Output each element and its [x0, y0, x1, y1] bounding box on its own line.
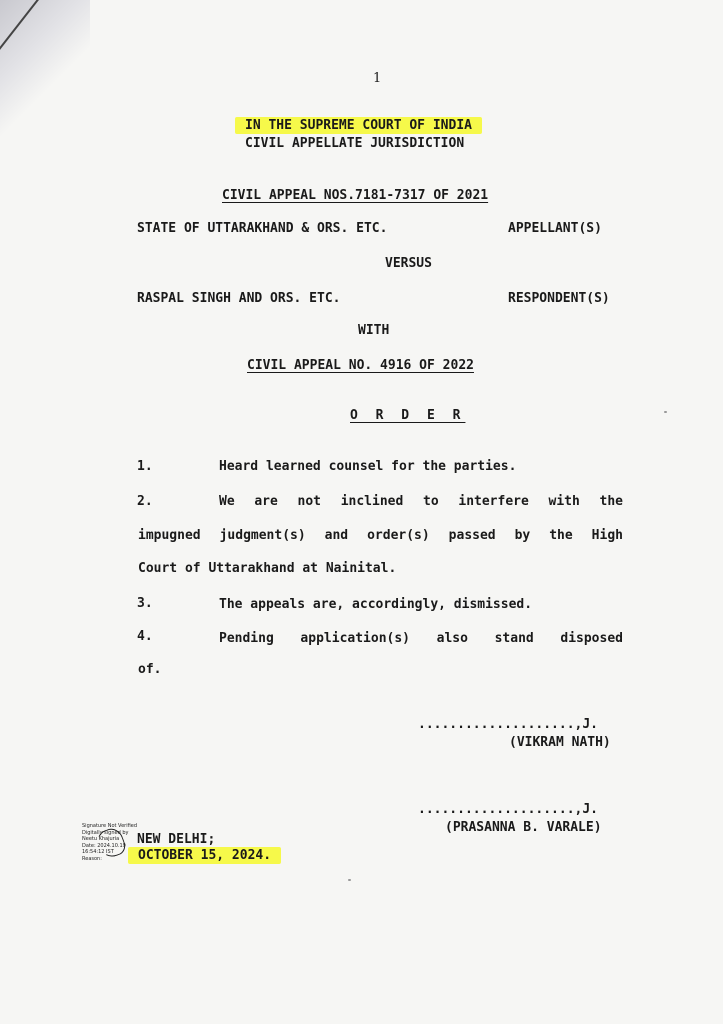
signature-line-2: ....................,J.	[418, 802, 599, 817]
paragraph-number-1: 1.	[137, 459, 153, 474]
paragraph-4-line-1: Pending application(s) also stand disposed	[219, 631, 623, 646]
appellant-role: APPELLANT(S)	[508, 221, 602, 236]
date-text: OCTOBER 15, 2024.	[128, 847, 281, 864]
place: NEW DELHI;	[137, 832, 216, 847]
page-shadow	[0, 0, 90, 140]
connected-case-number: CIVIL APPEAL NO. 4916 OF 2022	[247, 358, 474, 373]
paragraph-number-3: 3.	[137, 596, 153, 611]
stamp-line-1: Digitally signed by	[82, 829, 129, 836]
scan-speck	[348, 879, 351, 881]
paragraph-1-line-1: Heard learned counsel for the parties.	[219, 459, 517, 474]
appellant-name: STATE OF UTTARAKHAND & ORS. ETC.	[137, 221, 388, 236]
paragraph-2-line-1: We are not inclined to interfere with the	[219, 494, 623, 509]
court-heading-text: IN THE SUPREME COURT OF INDIA	[235, 117, 482, 134]
paragraph-2-line-2: impugned judgment(s) and order(s) passed by the High	[138, 528, 623, 543]
with-label: WITH	[358, 323, 390, 338]
stamp-line-3: Date: 2024.10.19	[82, 842, 126, 849]
stamp-header: Signature Not Verified	[82, 823, 138, 829]
paragraph-number-2: 2.	[137, 494, 153, 509]
stamp-line-5: Reason:	[82, 855, 102, 862]
versus: VERSUS	[385, 256, 432, 271]
date	[128, 848, 281, 863]
judge-name-2: (PRASANNA B. VARALE)	[445, 820, 602, 835]
respondent-role: RESPONDENT(S)	[508, 291, 610, 306]
stamp-line-2: Neetu Khajuria	[82, 836, 120, 842]
paragraph-2-line-3: Court of Uttarakhand at Nainital.	[138, 561, 397, 576]
judge-name-1: (VIKRAM NATH)	[509, 735, 611, 750]
paragraph-3-line-1: The appeals are, accordingly, dismissed.	[219, 597, 533, 612]
case-number: CIVIL APPEAL NOS.7181-7317 OF 2021	[222, 188, 489, 203]
stamp-line-4: 16:54:12 IST	[82, 849, 114, 855]
court-heading	[235, 118, 482, 133]
scan-speck	[664, 411, 667, 413]
respondent-name: RASPAL SINGH AND ORS. ETC.	[137, 291, 341, 306]
paragraph-4-line-2: of.	[138, 662, 162, 677]
jurisdiction: CIVIL APPELLATE JURISDICTION	[245, 136, 465, 151]
paragraph-number-4: 4.	[137, 629, 153, 644]
order-title: O R D E R	[350, 408, 466, 423]
signature-line-1: ....................,J.	[418, 717, 599, 732]
page-number: 1	[373, 71, 382, 86]
